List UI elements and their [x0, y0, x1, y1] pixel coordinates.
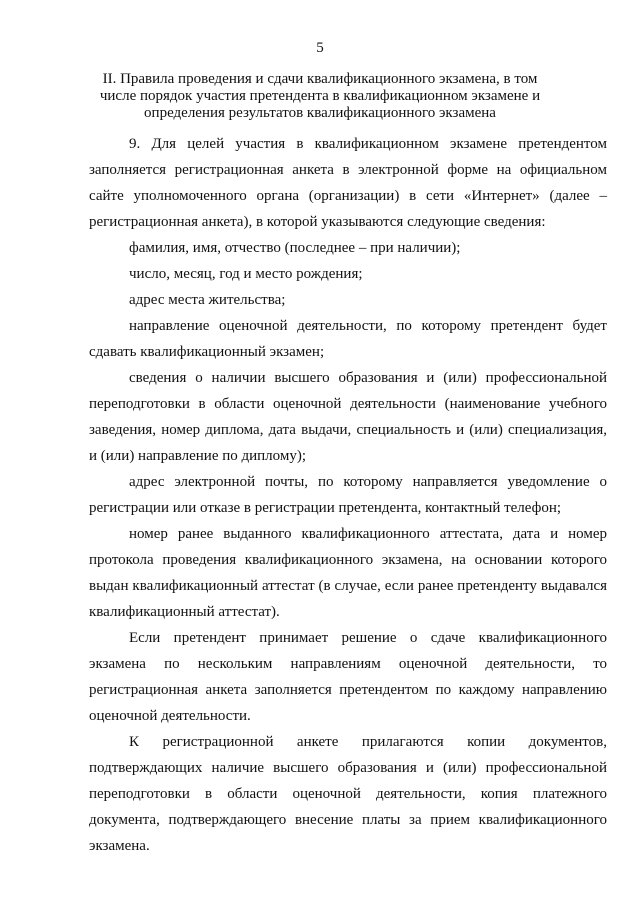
paragraph-valuation-direction: направление оценочной деятельности, по которому претендент будет сдавать квалификационный экзамен; [89, 318, 607, 360]
paragraph-education: сведения о наличии высшего образования и (или) профессиональной переподготовки в области оценочной деятельности (наименование учебного заведения, номер диплома, дата выдачи, специальность и (или) специализация, и (или) направление по диплому); [89, 370, 607, 464]
paragraph-attached-documents: К регистрационной анкете прилагаются копии документов, подтверждающих наличие высшего образования и (или) профессиональной переподготовки в области оценочной деятельности, копия платежного документа, подтверждающего внесение платы за прием квалификационного экзамена. [89, 734, 607, 854]
paragraph-birth-date-place: число, месяц, год и место рождения; [129, 266, 363, 282]
page-number: 5 [316, 40, 324, 56]
paragraph-previous-certificate: номер ранее выданного квалификационного аттестата, дата и номер протокола проведения квалификационного экзамена, на основании которого выдан квалификационный аттестат (в случае, если ранее претенденту выдавался квалификационный аттестат). [89, 526, 607, 620]
section-heading: II. Правила проведения и сдачи квалификационного экзамена, в том числе порядок участия претендента в квалификационном экзамене и определения результатов квалификационного экзамена [99, 71, 541, 121]
document-body [89, 131, 607, 859]
paragraph-residence-address: адрес места жительства; [129, 292, 286, 308]
paragraph-email-phone: адрес электронной почты, по которому направляется уведомление о регистрации или отказе в регистрации претендента, контактный телефон; [89, 474, 607, 516]
paragraph-full-name: фамилия, имя, отчество (последнее – при наличии); [129, 240, 461, 256]
paragraph-item-9: 9. Для целей участия в квалификационном экзамене претендентом заполняется регистрационная анкета в электронной форме на официальном сайте уполномоченного органа (организации) в сети «Интернет» (далее – регистрационная анкета), в которой указываются следующие сведения: [89, 136, 607, 230]
paragraph-multiple-directions: Если претендент принимает решение о сдаче квалификационного экзамена по нескольким направлениям оценочной деятельности, то регистрационная анкета заполняется претендентом по каждому направлению оценочной деятельности. [89, 630, 607, 724]
